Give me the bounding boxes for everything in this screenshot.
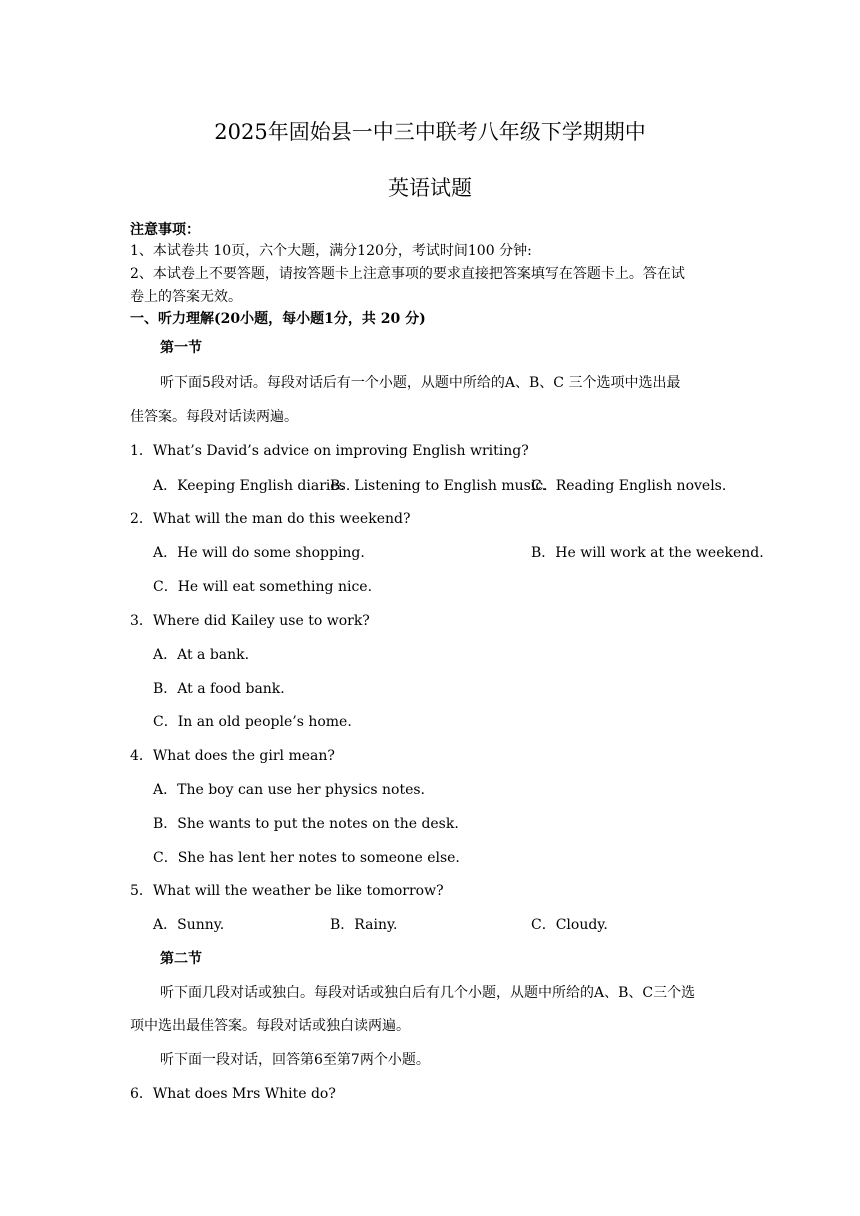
notice-item-2a: 2、本试卷上不要答题，请按答题卡上注意事项的要求直接把答案填写在答题卡上。答在试 [130, 266, 685, 282]
question-1-option-c: C．Reading English novels. [531, 478, 727, 494]
question-1-stem: 1．What’s David’s advice on improving English writing? [130, 443, 529, 459]
question-6-stem: 6．What does Mrs White do? [130, 1086, 336, 1102]
part1-label: 第一节 [160, 340, 202, 356]
question-3-option-b: B．At a food bank. [153, 681, 285, 697]
question-2-stem: 2．What will the man do this weekend? [130, 511, 411, 527]
question-5-option-b: B．Rainy. [330, 917, 398, 933]
notice-heading: 注意事项： [130, 222, 200, 238]
part2-intro-a: 听下面几段对话或独白。每段对话或独白后有几个小题，从题中所给的A、B、C三个选 [160, 985, 696, 1001]
dialog-intro: 听下面一段对话，回答第6至第7两个小题。 [160, 1052, 430, 1068]
notice-item-2b: 卷上的答案无效。 [130, 289, 242, 305]
question-5-option-c: C．Cloudy. [531, 917, 608, 933]
question-5-option-a: A．Sunny. [153, 917, 225, 933]
question-2-option-b: B．He will work at the weekend. [531, 545, 764, 561]
part1-intro-a: 听下面5段对话。每段对话后有一个小题，从题中所给的A、B、C 三个选项中选出最 [160, 375, 681, 391]
question-5-stem: 5．What will the weather be like tomorrow? [130, 883, 444, 899]
question-3-stem: 3．Where did Kailey use to work? [130, 613, 370, 629]
exam-title-line1: 2025年固始县一中三中联考八年级下学期期中 [214, 120, 646, 144]
part2-label: 第二节 [160, 951, 202, 967]
question-4-stem: 4．What does the girl mean? [130, 748, 335, 764]
question-2-option-a: A．He will do some shopping. [153, 545, 365, 561]
exam-title-line2: 英语试题 [388, 176, 472, 200]
question-1-option-b: B．Listening to English music. [330, 478, 548, 494]
section1-heading: 一、听力理解(20小题，每小题1分，共 20 分) [130, 311, 426, 327]
question-4-option-b: B．She wants to put the notes on the desk. [153, 816, 459, 832]
notice-item-1: 1、本试卷共 10页，六个大题，满分120分，考试时间100 分钟: [130, 243, 532, 259]
part1-intro-b: 佳答案。每段对话读两遍。 [130, 409, 298, 425]
question-3-option-a: A．At a bank. [153, 647, 250, 663]
question-2-option-c: C．He will eat something nice. [153, 579, 373, 595]
part2-intro-b: 项中选出最佳答案。每段对话或独白读两遍。 [130, 1018, 410, 1034]
question-4-option-a: A．The boy can use her physics notes. [153, 782, 426, 798]
question-1-option-a: A．Keeping English diaries. [153, 478, 351, 494]
question-4-option-c: C．She has lent her notes to someone else. [153, 850, 460, 866]
question-3-option-c: C．In an old people’s home. [153, 714, 352, 730]
